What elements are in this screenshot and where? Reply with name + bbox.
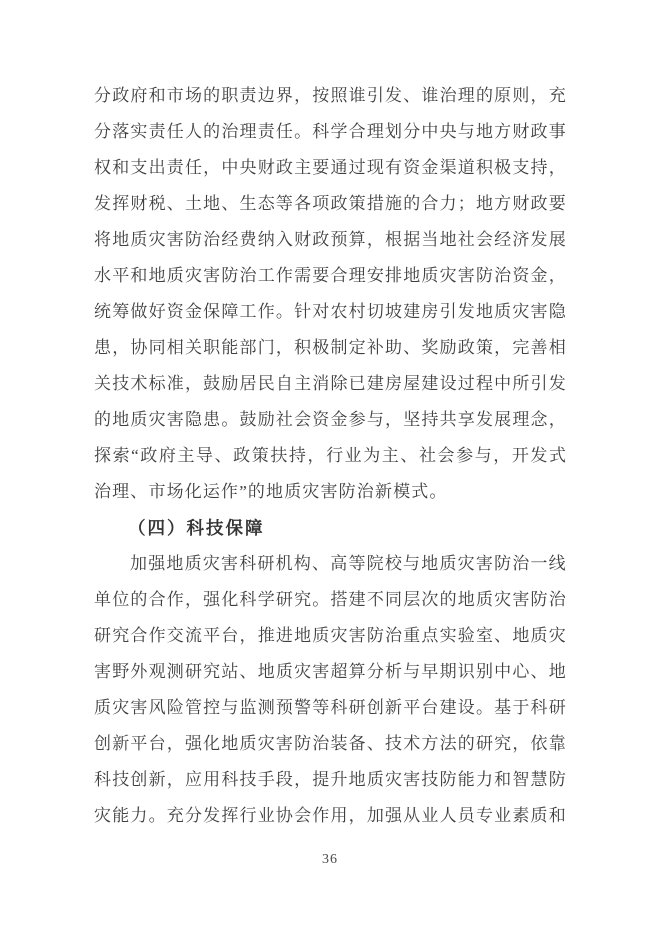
page-number: 36 [322, 852, 338, 867]
text-line: 探 索 “ 政 府 主 导 、 政 策 扶 持 ， 行 业 为 主 、 社 会 参 与 ， 开 发 式 [94, 446, 566, 465]
text-line: 的 地 质 灾 害 隐 患 。 鼓 励 社 会 资 金 参 与 ， 坚 持 共 享 发 展 理 念 ， [94, 410, 566, 429]
text-line: 治理、市场化运作”的地质灾害防治新模式。 [94, 482, 448, 501]
text-line: 发 挥 财 税 、 土 地 、 生 态 等 各 项 政 策 措 施 的 合 力 ； 地 方 财 政 要 [94, 194, 566, 213]
text-line: 关 技 术 标 准 ， 鼓 励 居 民 自 主 消 除 已 建 房 屋 建 设 过 程 中 所 引 发 [94, 374, 566, 393]
text-line: 加 强 地 质 灾 害 科 研 机 构 、 高 等 院 校 与 地 质 灾 害 防 治 一 线 [130, 554, 566, 573]
heading-science-tech-guarantee: （四）科技保障 [128, 518, 265, 538]
document-body [94, 78, 566, 834]
text-line: 分 政 府 和 市 场 的 职 责 边 界 ， 按 照 谁 引 发 、 谁 治 理 的 原 则 ， 充 [94, 86, 566, 105]
text-line: 灾 能 力 。 充 分 发 挥 行 业 协 会 作 用 ， 加 强 从 业 人 员 专 业 素 质 和 [94, 806, 566, 825]
text-line: 将 地 质 灾 害 防 治 经 费 纳 入 财 政 预 算 ， 根 据 当 地 社 会 经 济 发 展 [94, 230, 566, 249]
text-line: 统 筹 做 好 资 金 保 障 工 作 。 针 对 农 村 切 坡 建 房 引 发 地 质 灾 害 隐 [94, 302, 566, 321]
text-line: 患 ， 协 同 相 关 职 能 部 门 ， 积 极 制 定 补 助 、 奖 励 政 策 ， 完 善 相 [94, 338, 566, 357]
text-line: 害 野 外 观 测 研 究 站 、 地 质 灾 害 超 算 分 析 与 早 期 识 别 中 心 、 地 [94, 662, 566, 681]
text-line: 水 平 和 地 质 灾 害 防 治 工 作 需 要 合 理 安 排 地 质 灾 害 防 治 资 金 ， [94, 266, 566, 285]
text-line: 科 技 创 新 ， 应 用 科 技 手 段 ， 提 升 地 质 灾 害 技 防 能 力 和 智 慧 防 [94, 770, 566, 789]
text-line: 创 新 平 台 ， 强 化 地 质 灾 害 防 治 装 备 、 技 术 方 法 的 研 究 ， 依 靠 [94, 734, 566, 753]
text-line: 权 和 支 出 责 任 ， 中 央 财 政 主 要 通 过 现 有 资 金 渠 道 积 极 支 持 ， [94, 158, 566, 177]
text-line: 质 灾 害 风 险 管 控 与 监 测 预 警 等 科 研 创 新 平 台 建 设 。 基 于 科 研 [94, 698, 566, 717]
text-line: 研 究 合 作 交 流 平 台 ， 推 进 地 质 灾 害 防 治 重 点 实 验 室 、 地 质 灾 [94, 626, 566, 645]
text-line: 单 位 的 合 作 ， 强 化 科 学 研 究 。 搭 建 不 同 层 次 的 地 质 灾 害 防 治 [94, 590, 566, 609]
text-line: 分 落 实 责 任 人 的 治 理 责 任 。 科 学 合 理 划 分 中 央 与 地 方 财 政 事 [94, 122, 566, 141]
page-footer [0, 850, 660, 868]
